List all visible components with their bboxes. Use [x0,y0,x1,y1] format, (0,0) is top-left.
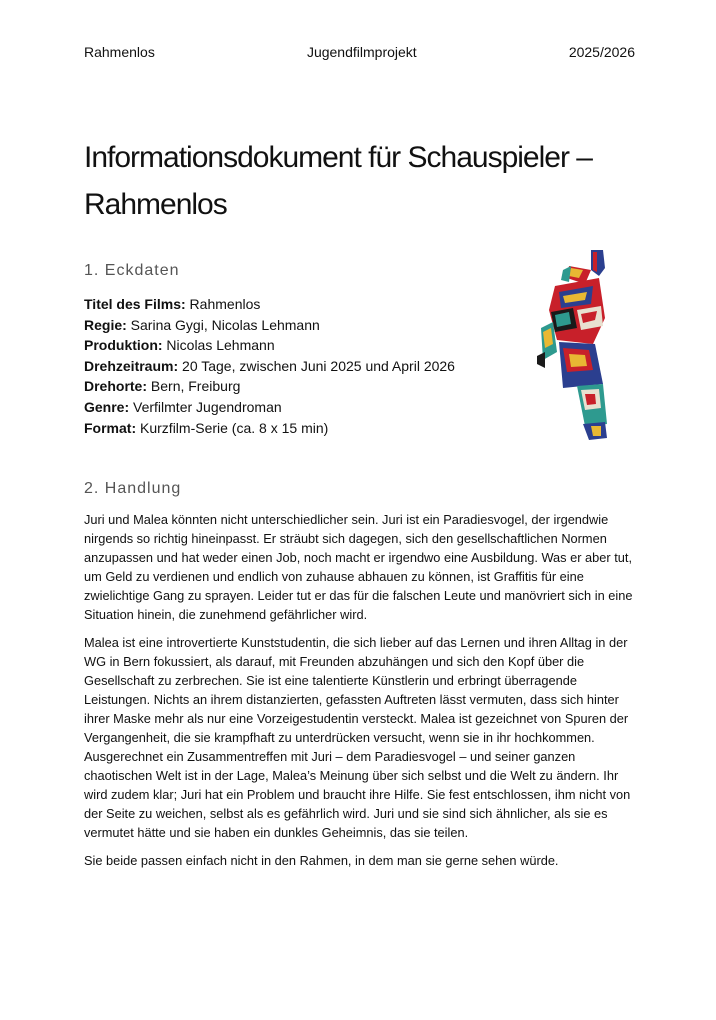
fact-value: Sarina Gygi, Nicolas Lehmann [126,316,320,333]
fact-row-genre [84,397,504,418]
plot-paragraph-malea: Malea ist eine introvertierte Kunststudentin, die sich lieber auf das Lernen und ihren Alltag in der WG in Bern fokussiert, als darauf, mit Freunden abzuhängen und sich den Kopf über die Gesellschaft zu zerbrechen. Sie ist eine talentierte Künstlerin und erbringt überragende Leistungen. Nichts an ihrem distanzierten, gefassten Auftreten lässt vermuten, dass sich hinter ihrer Maske mehr als nur eine Vorzeigestudentin versteckt. Malea ist gezeichnet von Spuren der Vergangenheit, die sie krampfhaft zu unterdrücken versucht, wenn sie in ihr hochkommen. Ausgerechnet ein Zusammentreffen mit Juri – dem Paradiesvogel – und seiner ganzen chaotischen Welt ist in der Lage, Malea’s Meinung über sich selbst und die Welt zu ändern. Ihr wird zudem klar; Juri hat ein Problem und braucht ihre Hilfe. Sie fest entschlossen, ihm nicht von der Seite zu weichen, selbst als es gefährlich wird. Juri und sie sind sich ähnlicher, als sie es vermutet hätte und sie haben ein dunkles Geheimnis, das sie teilen. [84,635,631,840]
document-title: Informationsdokument für Schauspieler – Rahmenlos [84,141,592,221]
fact-value: 20 Tage, zwischen Juni 2025 und April 2026 [178,357,455,374]
fact-row-production [84,335,504,356]
fact-value: Rahmenlos [185,296,261,312]
plot-paragraph-closing: Sie beide passen einfach nicht in den Rahmen, in dem man sie gerne sehen würde. [84,853,559,869]
fact-label: Drehorte: [84,378,148,395]
section-heading-eckdaten: 1. Eckdaten [84,262,180,279]
page-header [84,44,635,60]
fact-row-title [84,294,504,315]
fact-value: Bern, Freiburg [147,378,241,395]
fact-row-shooting-period [84,356,504,377]
fact-label: Format: [84,419,137,436]
fact-row-locations [84,376,504,397]
patchwork-figure-illustration [533,248,623,444]
header-season: 2025/2026 [568,44,635,60]
plot-paragraph-juri: Juri und Malea könnten nicht unterschiedlicher sein. Juri ist ein Paradiesvogel, der irgendwie nirgends so richtig hineinpasst. Er sträubt sich dagegen, sich den gesellschaftlichen Normen anzupassen und hat weder einen Job, noch macht er irgendwo eine Ausbildung. Was er aber tut, um Geld zu verdienen und endlich von zuhause abhauen zu können, ist Graffitis für eine zwielichtige Gang zu sprayen. Leider tut er das für die falschen Leute und manövriert sich in eine Situation hinein, die zunehmend gefährlicher wird. [84,512,633,622]
fact-value: Kurzfilm-Serie (ca. 8 x 15 min) [136,419,329,436]
fact-label: Titel des Films: [84,296,186,312]
key-facts-list [84,294,504,438]
fact-value: Nicolas Lehmann [162,337,275,354]
header-project-name: Rahmenlos [84,44,155,60]
fact-row-director [84,315,504,336]
header-subtitle: Jugendfilmprojekt [306,44,417,60]
fact-row-format [84,418,504,439]
plot-description [84,511,636,881]
fact-label: Produktion: [84,337,163,354]
fact-label: Regie: [84,316,127,333]
fact-value: Verfilmter Jugendroman [129,398,282,415]
section-heading-handlung: 2. Handlung [84,480,182,497]
fact-label: Genre: [84,398,130,415]
fact-label: Drehzeitraum: [84,357,179,374]
